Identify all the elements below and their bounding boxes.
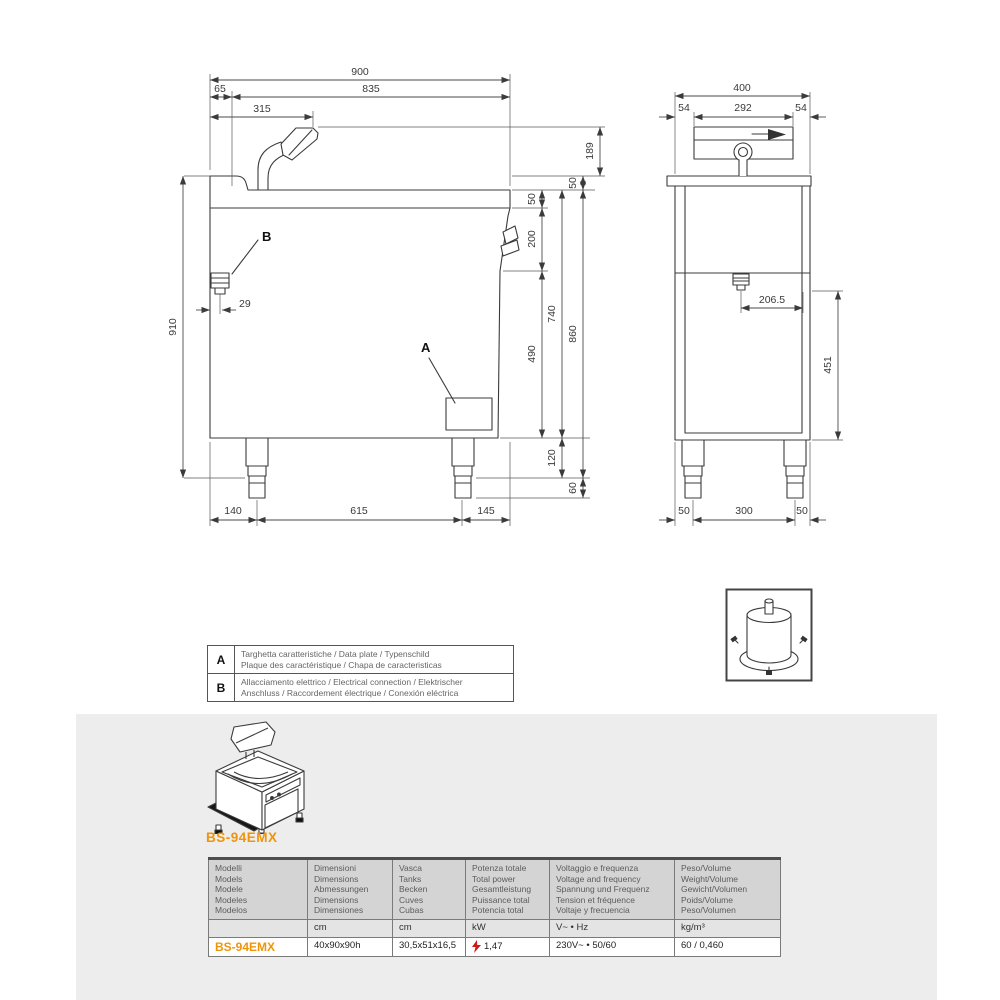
dim-label: 400 bbox=[733, 82, 751, 94]
legend-key-a: A bbox=[208, 646, 235, 673]
dim-label: 65 bbox=[214, 83, 226, 95]
power-bolt-icon bbox=[472, 940, 481, 953]
dim-label: 451 bbox=[822, 356, 834, 374]
front-legs bbox=[246, 438, 474, 498]
legend-text-line: Allacciamento elettrico / Electrical connection / Elektrischer bbox=[241, 676, 463, 687]
product-model-label: BS-94EMX bbox=[206, 830, 278, 845]
product-illustration bbox=[196, 719, 316, 834]
dim-label: 206.5 bbox=[758, 294, 786, 306]
cord-gland bbox=[733, 274, 749, 290]
dim-label: 120 bbox=[546, 449, 558, 467]
control-knob bbox=[501, 226, 519, 256]
dim-label: 615 bbox=[350, 505, 368, 517]
dim-label: 200 bbox=[526, 230, 538, 248]
dim-label: 315 bbox=[253, 103, 271, 115]
callout-a: A bbox=[421, 340, 431, 355]
spec-unit-cell: kW bbox=[466, 919, 550, 937]
dim-label: 50 bbox=[526, 193, 538, 205]
spec-value-tanks: 30,5x51x16,5 bbox=[393, 937, 466, 956]
basket-lift-head-side bbox=[694, 127, 793, 176]
spec-values-row bbox=[209, 937, 781, 956]
dim-label: 50 bbox=[567, 177, 579, 189]
spec-value-dimensions: 40x90x90h bbox=[308, 937, 393, 956]
front-view-drawing bbox=[167, 66, 605, 526]
dim-label: 490 bbox=[526, 345, 538, 363]
dim-label: 54 bbox=[795, 102, 807, 114]
spec-header-tanks: Vasca Tanks Becken Cuves Cubas bbox=[393, 859, 466, 920]
spec-header-row bbox=[209, 859, 781, 920]
dim-label: 54 bbox=[678, 102, 690, 114]
dim-label: 300 bbox=[735, 505, 753, 517]
spec-value-model: BS-94EMX bbox=[209, 937, 308, 956]
legend-row-b bbox=[208, 674, 513, 701]
dim-label: 740 bbox=[546, 305, 558, 323]
dim-label: 900 bbox=[351, 66, 369, 78]
accessory-detail-box bbox=[725, 588, 813, 682]
spec-unit-cell: cm bbox=[308, 919, 393, 937]
legend-table bbox=[207, 645, 514, 702]
cylinder-foot-icon bbox=[725, 588, 813, 682]
spec-header-voltage: Voltaggio e frequenza Voltage and frequency Spannung und Frequenz Tension et fréquence Voltaje y frecuencia bbox=[550, 859, 675, 920]
spec-power-value: 1,47 bbox=[484, 940, 503, 952]
dim-label: 50 bbox=[796, 505, 808, 517]
spec-unit-cell: V~ • Hz bbox=[550, 919, 675, 937]
dim-label: 29 bbox=[239, 298, 251, 310]
spec-header-dimensions: Dimensioni Dimensions Abmessungen Dimensions Dimensiones bbox=[308, 859, 393, 920]
spec-value-power bbox=[466, 937, 550, 956]
spec-unit-cell bbox=[209, 919, 308, 937]
spec-header-power: Potenza totale Total power Gesamtleistung Puissance total Potencia total bbox=[466, 859, 550, 920]
dim-label: 60 bbox=[567, 482, 579, 494]
spec-value-voltage: 230V~ • 50/60 bbox=[550, 937, 675, 956]
side-view-drawing bbox=[659, 82, 843, 526]
dim-label: 910 bbox=[167, 318, 179, 336]
legend-key-b: B bbox=[208, 674, 235, 701]
spec-value-weight: 60 / 0,460 bbox=[675, 937, 781, 956]
legend-text-line: Targhetta caratteristiche / Data plate / Typenschild bbox=[241, 648, 430, 659]
dim-label: 860 bbox=[567, 325, 579, 343]
dim-label: 145 bbox=[477, 505, 495, 517]
legend-text-line: Anschluss / Raccordement électrique / Conexión eléctrica bbox=[241, 687, 459, 698]
legend-row-a bbox=[208, 646, 513, 674]
legend-text-line: Plaque des caractéristique / Chapa de caracteristicas bbox=[241, 659, 442, 670]
data-plate bbox=[446, 398, 492, 430]
spec-header-weight: Peso/Volume Weight/Volume Gewicht/Volumen Poids/Volume Peso/Volumen bbox=[675, 859, 781, 920]
spec-unit-cell: cm bbox=[393, 919, 466, 937]
spec-header-models: Modelli Models Modele Modeles Modelos bbox=[209, 859, 308, 920]
dim-label: 50 bbox=[678, 505, 690, 517]
spec-unit-cell: kg/m³ bbox=[675, 919, 781, 937]
dim-label: 835 bbox=[362, 83, 380, 95]
spec-table bbox=[208, 857, 781, 957]
electrical-connector bbox=[211, 273, 229, 314]
dim-label: 189 bbox=[584, 142, 596, 160]
callout-b: B bbox=[262, 229, 272, 244]
dim-label: 140 bbox=[224, 505, 242, 517]
spec-units-row bbox=[209, 919, 781, 937]
dim-label: 292 bbox=[734, 102, 752, 114]
side-legs bbox=[682, 440, 806, 498]
